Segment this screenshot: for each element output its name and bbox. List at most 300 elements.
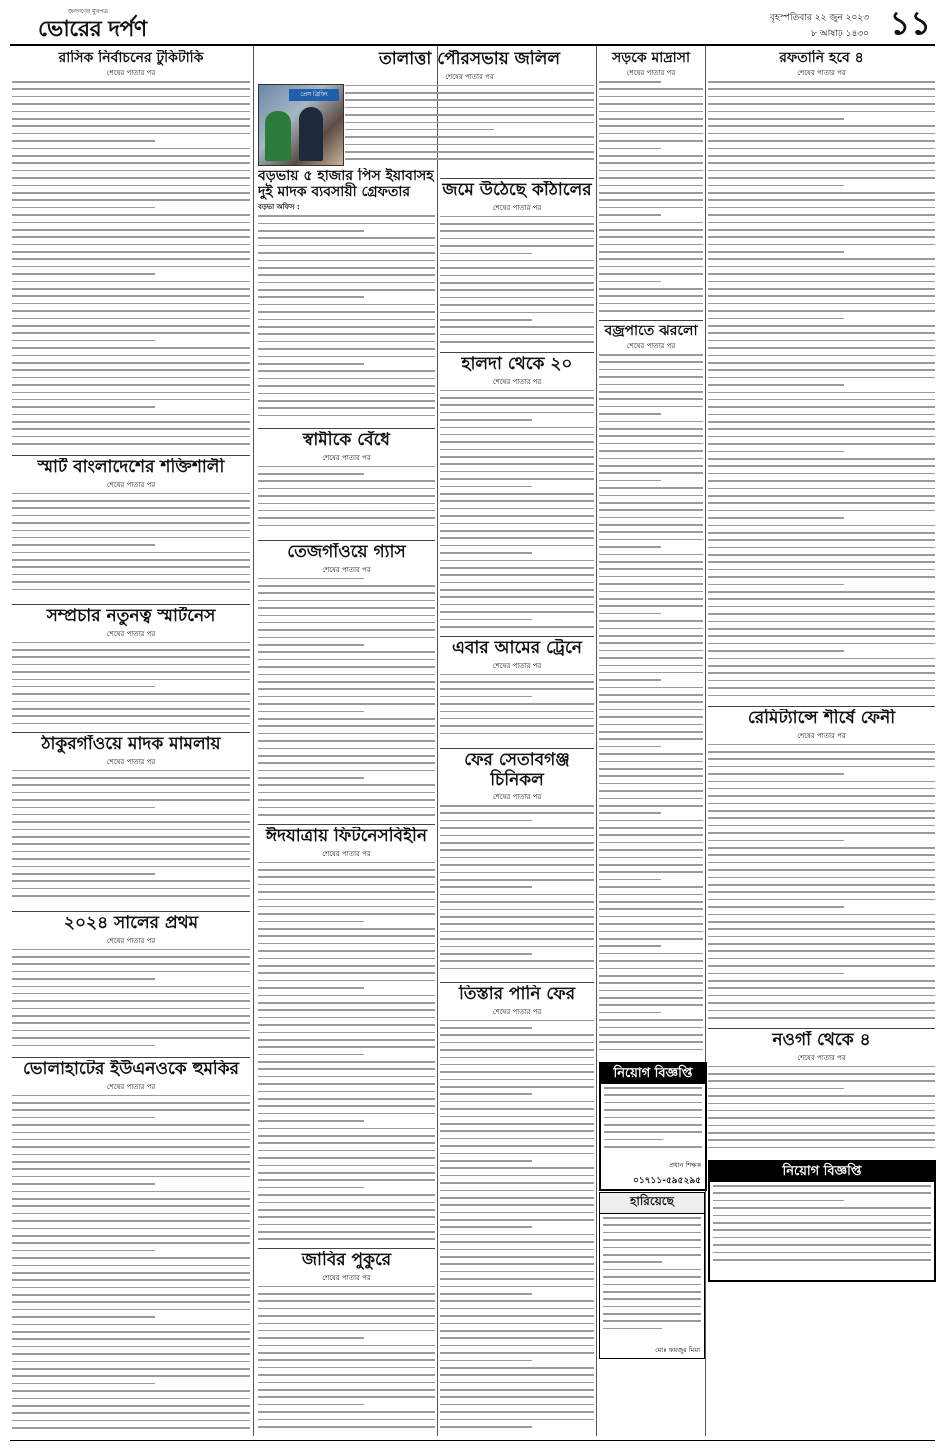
article-jackfruit-market bbox=[440, 181, 594, 351]
text-line bbox=[12, 1168, 250, 1170]
text-line bbox=[12, 829, 250, 831]
text-line bbox=[599, 118, 703, 120]
text-line bbox=[440, 297, 594, 299]
text-line bbox=[258, 935, 435, 937]
text-line bbox=[258, 1024, 435, 1026]
text-line bbox=[603, 1276, 701, 1278]
text-line bbox=[12, 355, 250, 357]
text-line bbox=[708, 658, 935, 660]
text-line bbox=[440, 931, 594, 933]
text-line bbox=[604, 1124, 702, 1126]
text-line bbox=[708, 613, 935, 615]
text-line bbox=[12, 1265, 250, 1267]
text-line bbox=[599, 598, 703, 600]
text-line bbox=[708, 584, 844, 586]
text-line bbox=[258, 1150, 435, 1152]
text-line bbox=[603, 1269, 701, 1271]
divider bbox=[440, 982, 594, 983]
text-line bbox=[708, 251, 844, 253]
text-line bbox=[258, 666, 435, 668]
text-line bbox=[599, 642, 703, 644]
text-line bbox=[440, 674, 594, 676]
article-smart-bangladesh bbox=[12, 458, 250, 603]
text-line bbox=[12, 814, 250, 816]
text-line bbox=[599, 155, 703, 157]
text-line bbox=[599, 398, 703, 400]
text-line bbox=[708, 502, 935, 504]
text-line bbox=[440, 463, 594, 465]
text-line bbox=[440, 1330, 594, 1332]
text-line bbox=[258, 711, 364, 713]
article-headline: ভোলাহাটের ইউএনওকে হুমকির bbox=[22, 1060, 240, 1079]
text-line bbox=[258, 784, 435, 786]
text-line bbox=[599, 901, 703, 903]
text-line bbox=[440, 703, 594, 705]
text-line bbox=[440, 334, 594, 336]
text-line bbox=[258, 356, 435, 358]
text-line bbox=[440, 238, 594, 240]
text-line bbox=[440, 1323, 594, 1325]
continued-label: শেষের পাতার পর bbox=[322, 453, 371, 462]
text-line bbox=[258, 1179, 435, 1181]
divider bbox=[440, 178, 594, 179]
text-line bbox=[599, 133, 703, 135]
text-line bbox=[708, 103, 935, 105]
text-line bbox=[440, 523, 594, 525]
text-line bbox=[12, 140, 155, 142]
text-line bbox=[12, 185, 250, 187]
article-body bbox=[258, 215, 435, 416]
column-rule bbox=[253, 46, 254, 1436]
text-line bbox=[258, 466, 435, 468]
text-line bbox=[599, 229, 703, 231]
text-line bbox=[258, 913, 435, 915]
text-line bbox=[12, 1346, 250, 1348]
text-line bbox=[440, 493, 594, 495]
text-line bbox=[12, 715, 250, 717]
text-line bbox=[708, 606, 935, 608]
text-line bbox=[440, 253, 532, 255]
text-line bbox=[599, 443, 703, 445]
text-line bbox=[258, 733, 435, 735]
text-line bbox=[440, 1108, 594, 1110]
text-line bbox=[258, 1194, 435, 1196]
text-line bbox=[12, 1316, 155, 1318]
text-line bbox=[12, 1124, 250, 1126]
text-line bbox=[440, 508, 594, 510]
text-line bbox=[12, 993, 250, 995]
text-line bbox=[599, 857, 703, 859]
text-line bbox=[258, 274, 435, 276]
text-line bbox=[12, 1324, 250, 1326]
continued-label: শেষের পাতার পর bbox=[322, 1273, 371, 1282]
text-line bbox=[12, 340, 155, 342]
text-line bbox=[258, 1238, 435, 1240]
text-line bbox=[258, 415, 435, 417]
text-line bbox=[708, 598, 935, 600]
text-line bbox=[708, 369, 935, 371]
text-line bbox=[258, 891, 435, 893]
text-line bbox=[708, 795, 935, 797]
text-line bbox=[12, 1198, 250, 1200]
text-line bbox=[12, 207, 155, 209]
text-line bbox=[258, 681, 435, 683]
text-line bbox=[258, 950, 435, 952]
text-line bbox=[12, 1037, 250, 1039]
text-line bbox=[258, 326, 435, 328]
text-line bbox=[440, 1020, 594, 1022]
text-line bbox=[12, 642, 250, 644]
text-line bbox=[599, 310, 703, 312]
text-line bbox=[258, 1293, 435, 1295]
text-line bbox=[12, 1213, 250, 1215]
text-line bbox=[12, 177, 250, 179]
text-line bbox=[440, 245, 594, 247]
text-line bbox=[603, 1298, 701, 1300]
text-line bbox=[440, 537, 594, 539]
text-line bbox=[12, 1191, 250, 1193]
text-line bbox=[12, 148, 250, 150]
text-line bbox=[440, 478, 594, 480]
text-line bbox=[708, 414, 935, 416]
text-line bbox=[345, 151, 594, 153]
text-line bbox=[708, 665, 935, 667]
text-line bbox=[258, 319, 435, 321]
divider bbox=[12, 455, 250, 456]
text-line bbox=[708, 1125, 935, 1127]
text-line bbox=[440, 879, 594, 881]
text-line bbox=[599, 517, 703, 519]
text-line bbox=[599, 746, 661, 748]
text-line bbox=[708, 340, 935, 342]
text-line bbox=[12, 671, 250, 673]
text-line bbox=[258, 1411, 435, 1413]
text-line bbox=[440, 857, 594, 859]
text-line bbox=[258, 1054, 364, 1056]
text-line bbox=[12, 522, 250, 524]
text-line bbox=[440, 1212, 594, 1214]
text-line bbox=[440, 849, 594, 851]
text-line bbox=[708, 458, 935, 460]
text-line bbox=[708, 854, 935, 856]
article-body bbox=[708, 81, 935, 696]
article-headline: জমে উঠেছে কাঁঠালের bbox=[442, 181, 592, 200]
text-line bbox=[12, 1361, 250, 1363]
text-line bbox=[12, 589, 250, 591]
text-line bbox=[12, 421, 250, 423]
text-line bbox=[713, 1207, 931, 1209]
text-line bbox=[258, 237, 435, 239]
text-line bbox=[708, 295, 935, 297]
continued-label: শেষের পাতার পর bbox=[106, 629, 156, 638]
text-line bbox=[708, 980, 935, 982]
text-line bbox=[599, 613, 661, 615]
text-line bbox=[12, 133, 250, 135]
text-line bbox=[258, 862, 435, 864]
text-line bbox=[258, 1209, 435, 1211]
text-line bbox=[440, 1271, 594, 1273]
text-line bbox=[603, 1247, 701, 1249]
job-ad-box bbox=[599, 1062, 707, 1191]
text-line bbox=[12, 500, 250, 502]
text-line bbox=[708, 1088, 844, 1090]
text-line bbox=[604, 1087, 702, 1089]
text-line bbox=[12, 686, 155, 688]
text-line bbox=[440, 718, 594, 720]
text-line bbox=[258, 480, 435, 482]
continued-label: শেষের পাতার পর bbox=[445, 72, 494, 81]
text-line bbox=[258, 718, 435, 720]
text-line bbox=[258, 296, 364, 298]
continued-label: শেষের পাতার পর bbox=[106, 757, 156, 766]
text-line bbox=[599, 908, 703, 910]
text-line bbox=[708, 958, 935, 960]
photo-banner: প্রেস ব্রিফিং bbox=[289, 89, 339, 101]
text-line bbox=[440, 626, 594, 628]
text-line bbox=[599, 435, 703, 437]
text-line bbox=[440, 582, 594, 584]
text-line bbox=[599, 502, 703, 504]
text-line bbox=[708, 672, 935, 674]
article-body bbox=[12, 642, 250, 725]
text-line bbox=[440, 1049, 594, 1051]
text-line bbox=[604, 1109, 702, 1111]
text-line bbox=[12, 770, 250, 772]
text-line bbox=[708, 273, 935, 275]
text-line bbox=[258, 1068, 435, 1070]
divider bbox=[258, 428, 435, 429]
article-halda-20 bbox=[440, 355, 594, 635]
article-yaba-arrest bbox=[258, 168, 435, 426]
divider bbox=[258, 824, 435, 825]
text-line bbox=[599, 701, 703, 703]
text-line bbox=[599, 273, 703, 275]
text-line bbox=[599, 125, 703, 127]
text-line bbox=[12, 244, 250, 246]
continued-label: শেষের পাতার পর bbox=[797, 69, 846, 78]
text-line bbox=[440, 1027, 532, 1029]
text-line bbox=[258, 600, 435, 602]
text-line bbox=[258, 1135, 435, 1137]
text-line bbox=[603, 1291, 701, 1293]
text-line bbox=[708, 170, 935, 172]
text-line bbox=[258, 267, 435, 269]
text-line bbox=[440, 1249, 594, 1251]
text-line bbox=[258, 1419, 435, 1421]
text-line bbox=[599, 605, 703, 607]
text-line bbox=[440, 441, 594, 443]
text-line bbox=[708, 244, 935, 246]
text-line bbox=[440, 282, 594, 284]
text-line bbox=[12, 963, 250, 965]
text-line bbox=[599, 539, 703, 541]
text-line bbox=[440, 552, 532, 554]
text-line bbox=[258, 1202, 435, 1204]
text-line bbox=[258, 311, 435, 313]
text-line bbox=[258, 1231, 435, 1233]
text-line bbox=[258, 1286, 435, 1288]
text-line bbox=[440, 968, 594, 970]
text-line bbox=[12, 273, 155, 275]
text-line bbox=[258, 1142, 435, 1144]
text-line bbox=[708, 465, 935, 467]
text-line bbox=[440, 230, 594, 232]
text-line bbox=[708, 140, 935, 142]
text-line bbox=[258, 615, 435, 617]
text-line bbox=[599, 465, 703, 467]
column-rule bbox=[437, 46, 438, 1436]
text-line bbox=[258, 1224, 435, 1226]
text-line bbox=[12, 288, 250, 290]
article-naogaon bbox=[708, 1031, 935, 1156]
text-line bbox=[708, 281, 935, 283]
text-line bbox=[440, 909, 594, 911]
text-line bbox=[12, 125, 250, 127]
missing-body bbox=[600, 1214, 704, 1345]
text-line bbox=[12, 873, 155, 875]
text-line bbox=[258, 230, 364, 232]
text-line bbox=[440, 1197, 594, 1199]
text-line bbox=[12, 384, 250, 386]
publication-date: বৃহস্পতিবার ২২ জুন ২০২৩ bbox=[769, 13, 869, 23]
text-line bbox=[440, 901, 594, 903]
text-line bbox=[258, 1039, 435, 1041]
text-line bbox=[708, 877, 935, 879]
text-line bbox=[440, 1130, 594, 1132]
text-line bbox=[708, 847, 935, 849]
text-line bbox=[708, 318, 844, 320]
text-line bbox=[440, 1286, 594, 1288]
text-line bbox=[599, 561, 703, 563]
text-line bbox=[440, 1256, 594, 1258]
text-line bbox=[440, 397, 594, 399]
text-line bbox=[440, 725, 594, 727]
text-line bbox=[258, 777, 364, 779]
text-line bbox=[12, 162, 250, 164]
text-line bbox=[258, 592, 435, 594]
article-body bbox=[708, 744, 935, 1019]
text-line bbox=[604, 1117, 702, 1119]
text-line bbox=[258, 674, 435, 676]
text-line bbox=[12, 347, 250, 349]
text-line bbox=[708, 928, 935, 930]
text-line bbox=[599, 509, 703, 511]
text-line bbox=[708, 906, 844, 908]
text-line bbox=[599, 258, 703, 260]
text-line bbox=[440, 864, 594, 866]
text-line bbox=[708, 862, 935, 864]
text-line bbox=[12, 332, 250, 334]
text-line bbox=[440, 894, 594, 896]
article-headline: তালাত্তা পৌরসভায় জলিল bbox=[378, 50, 561, 69]
text-line bbox=[12, 971, 250, 973]
text-line bbox=[12, 96, 250, 98]
text-line bbox=[708, 443, 935, 445]
text-line bbox=[12, 949, 250, 951]
article-body bbox=[440, 390, 594, 628]
text-line bbox=[708, 810, 935, 812]
text-line bbox=[12, 399, 250, 401]
text-line bbox=[12, 1022, 250, 1024]
text-line bbox=[12, 1220, 250, 1222]
continued-label: শেষের পাতার পর bbox=[322, 565, 371, 574]
continued-label: শেষের পাতার পর bbox=[106, 936, 156, 945]
missing-name: মোঃ ফয়জুর মিয়া bbox=[655, 1346, 700, 1354]
news-photo bbox=[258, 84, 344, 166]
continued-label: শেষের পাতার পর bbox=[492, 1007, 542, 1016]
text-line bbox=[12, 1154, 250, 1156]
text-line bbox=[599, 192, 703, 194]
text-line bbox=[708, 288, 935, 290]
article-body bbox=[12, 493, 250, 591]
text-line bbox=[258, 1404, 364, 1406]
text-line bbox=[708, 207, 935, 209]
text-line bbox=[440, 267, 594, 269]
text-line bbox=[12, 574, 250, 576]
article-bholahat-uno-threat bbox=[12, 1060, 250, 1438]
text-line bbox=[12, 1235, 250, 1237]
text-line bbox=[12, 807, 155, 809]
continued-label: শেষের পাতার পর bbox=[322, 849, 371, 858]
text-line bbox=[12, 406, 155, 408]
text-line bbox=[708, 214, 935, 216]
article-headline: জাবির পুকুরে bbox=[301, 1251, 392, 1270]
text-line bbox=[345, 85, 594, 87]
article-export-4 bbox=[708, 50, 935, 705]
article-lightning-deaths bbox=[599, 323, 703, 1058]
text-line bbox=[599, 709, 703, 711]
article-headline: রফতানি হবে ৪ bbox=[779, 50, 864, 66]
text-line bbox=[258, 245, 435, 247]
text-line bbox=[440, 1219, 594, 1221]
text-line bbox=[599, 251, 703, 253]
article-body bbox=[599, 81, 703, 312]
text-line bbox=[440, 1263, 594, 1265]
text-line bbox=[440, 1101, 594, 1103]
text-line bbox=[599, 798, 703, 800]
text-line bbox=[708, 936, 935, 938]
text-line bbox=[12, 1146, 250, 1148]
text-line bbox=[603, 1232, 701, 1234]
text-line bbox=[708, 392, 935, 394]
text-line bbox=[258, 503, 435, 505]
text-line bbox=[345, 107, 594, 109]
text-line bbox=[258, 637, 435, 639]
text-line bbox=[440, 1241, 594, 1243]
article-body bbox=[440, 674, 594, 735]
text-line bbox=[708, 1066, 935, 1068]
divider bbox=[599, 320, 703, 321]
text-line bbox=[599, 236, 703, 238]
text-line bbox=[708, 869, 935, 871]
text-line bbox=[440, 1138, 594, 1140]
text-line bbox=[12, 1176, 250, 1178]
text-line bbox=[258, 1352, 435, 1354]
text-line bbox=[708, 554, 935, 556]
text-line bbox=[599, 162, 703, 164]
text-line bbox=[708, 650, 844, 652]
article-remittance-feni bbox=[708, 709, 935, 1027]
text-line bbox=[258, 725, 435, 727]
divider bbox=[440, 636, 594, 637]
text-line bbox=[12, 1287, 250, 1289]
ad-title: নিয়োগ বিজ্ঞপ্তি bbox=[601, 1064, 705, 1084]
text-line bbox=[708, 421, 935, 423]
article-broadcast bbox=[12, 607, 250, 731]
text-line bbox=[258, 972, 435, 974]
text-line bbox=[599, 635, 703, 637]
text-line bbox=[440, 341, 594, 343]
